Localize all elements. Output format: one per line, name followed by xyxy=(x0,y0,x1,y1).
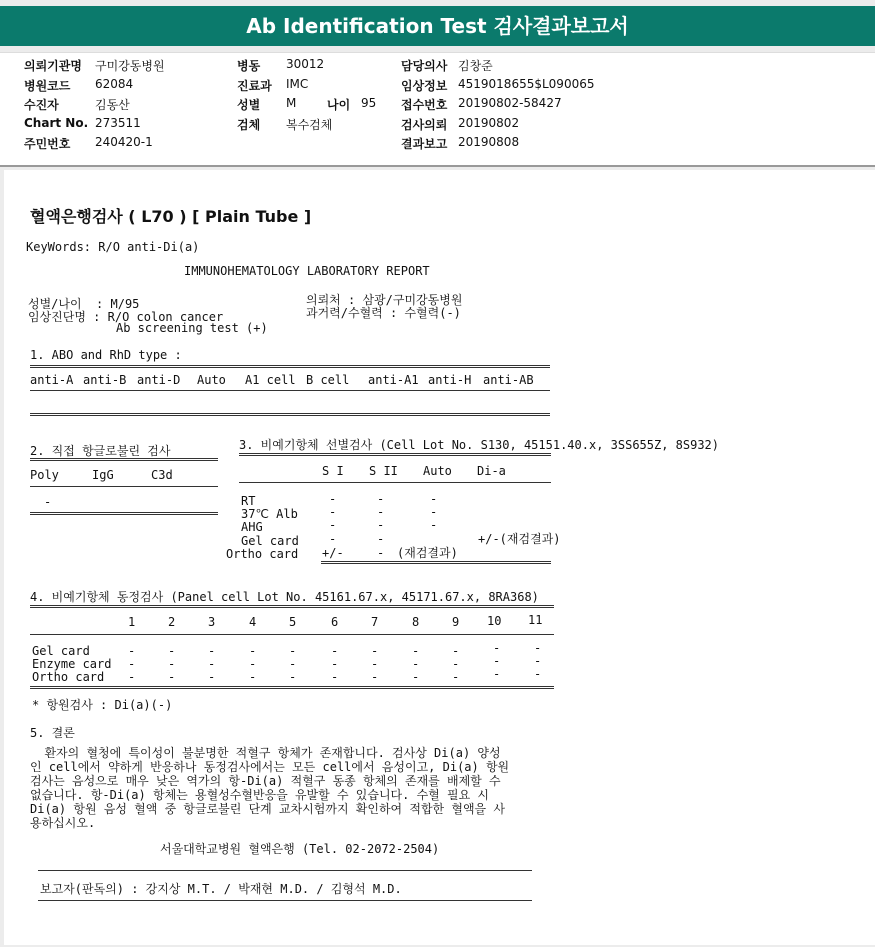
divider xyxy=(30,458,218,461)
label-accession-no: 접수번호 xyxy=(401,98,448,112)
col-c3d: C3d xyxy=(151,468,173,482)
value-clinical-info: 4519018655$L090065 xyxy=(458,77,595,91)
value-hospital-code: 62084 xyxy=(95,77,134,91)
col-11: 11 xyxy=(528,613,543,627)
col-poly: Poly xyxy=(30,468,59,482)
col-igg: IgG xyxy=(92,468,114,482)
divider xyxy=(239,482,551,483)
panel-cell-result: - xyxy=(412,644,420,658)
section1-title: 1. ABO and RhD type : xyxy=(30,348,182,362)
value-request-date: 20190802 xyxy=(458,116,520,130)
value-department: IMC xyxy=(286,77,309,91)
panel-cell-result: - xyxy=(331,644,339,658)
conclusion-line: 인 cell에서 약하게 반응하나 동정검사에서는 모든 cell에서 음성이고, Di(a) 항원 xyxy=(30,760,510,774)
panel-cell-result: - xyxy=(534,641,542,655)
label-report-date: 결과보고 xyxy=(401,137,448,151)
panel-cell-result: - xyxy=(128,657,136,671)
label-requesting-institution: 의뢰기관명 xyxy=(24,59,82,73)
col-10: 10 xyxy=(487,614,502,628)
dia-result: +/-(재검결과) xyxy=(478,532,561,546)
col-anti-a: anti-A xyxy=(30,373,74,387)
panel-cell-result: - xyxy=(168,644,176,658)
ortho-s1: +/- xyxy=(322,546,344,560)
row-ahg: AHG xyxy=(241,520,263,534)
section2-title: 2. 직접 항글로불린 검사 xyxy=(30,444,171,458)
panel-cell-result: - xyxy=(249,657,257,671)
row-ortho-card: Ortho card xyxy=(32,670,105,684)
divider xyxy=(30,365,550,368)
label-chart-no: Chart No. xyxy=(24,116,89,130)
col-anti-ab: anti-AB xyxy=(483,373,534,387)
value-chart-no: 273511 xyxy=(95,116,141,130)
col-7: 7 xyxy=(371,615,379,629)
panel-cell-result: - xyxy=(208,657,216,671)
panel-cell-result: - xyxy=(128,644,136,658)
panel-cell-result: - xyxy=(331,670,339,684)
label-resident-no: 주민번호 xyxy=(24,137,71,151)
divider xyxy=(30,634,554,635)
reporter: 보고자(판독의) : 강지상 M.T. / 박재현 M.D. / 김형석 M.D. xyxy=(40,882,402,896)
divider xyxy=(30,413,550,416)
panel-cell-result: - xyxy=(289,657,297,671)
label-clinical-info: 임상정보 xyxy=(401,79,448,93)
panel-cell-result: - xyxy=(249,670,257,684)
ortho-retest-note: (재검결과) xyxy=(397,546,458,560)
conclusion-line: 용하십시오. xyxy=(30,816,96,830)
panel-cell-result: - xyxy=(371,670,379,684)
label-sex: 성별 xyxy=(237,98,261,112)
diagnosis-note: Ab screening test (+) xyxy=(116,321,268,335)
report-banner xyxy=(0,6,875,46)
value-report-date: 20190808 xyxy=(458,135,520,149)
conclusion-line: 환자의 혈청에 특이성이 불분명한 적혈구 항체가 존재합니다. 검사상 Di(a) 양성 xyxy=(30,746,501,760)
rt-s2: - xyxy=(377,492,385,506)
section5-title: 5. 결론 xyxy=(30,726,75,740)
col-3: 3 xyxy=(208,615,216,629)
col-anti-a1: anti-A1 xyxy=(368,373,419,387)
panel-cell-result: - xyxy=(128,670,136,684)
col-anti-h: anti-H xyxy=(428,373,472,387)
gel-s1: - xyxy=(329,532,337,546)
antigen-test: * 항원검사 : Di(a)(-) xyxy=(32,698,173,712)
transfusion-history: 과거력/수혈력 : 수혈력(-) xyxy=(306,306,461,320)
col-2: 2 xyxy=(168,615,176,629)
col-s1: S I xyxy=(322,464,344,478)
value-physician: 김창준 xyxy=(458,59,493,73)
sex-age: 성별/나이 : M/95 xyxy=(28,297,140,311)
col-9: 9 xyxy=(452,615,460,629)
label-hospital-code: 병원코드 xyxy=(24,79,71,93)
col-auto: Auto xyxy=(423,464,452,478)
panel-cell-result: - xyxy=(371,644,379,658)
row-rt: RT xyxy=(241,494,256,508)
value-patient: 김동산 xyxy=(95,98,130,112)
value-ward: 30012 xyxy=(286,57,325,71)
blood-bank-contact: 서울대학교병원 혈액은행 (Tel. 02-2072-2504) xyxy=(160,842,440,856)
label-specimen: 검체 xyxy=(237,118,261,132)
divider xyxy=(30,686,554,689)
col-s2: S II xyxy=(369,464,398,478)
row-ortho-card: Ortho card xyxy=(226,547,299,561)
panel-cell-result: - xyxy=(371,657,379,671)
panel-cell-result: - xyxy=(412,670,420,684)
label-request-date: 검사의뢰 xyxy=(401,118,448,132)
conclusion-line: Di(a) 항원 음성 혈액 중 항글로불린 단계 교차시험까지 확인하여 적합한 혈액을 사 xyxy=(30,802,505,816)
divider xyxy=(38,870,532,871)
panel-cell-result: - xyxy=(493,641,501,655)
col-anti-d: anti-D xyxy=(137,373,181,387)
diagnosis: 임상진단명 : R/O colon cancer xyxy=(28,310,224,324)
alb-s2: - xyxy=(377,505,385,519)
section3-title: 3. 비예기항체 선별검사 (Cell Lot No. S130, 45151.40.x, 3SS655Z, 8S932) xyxy=(239,438,720,452)
divider xyxy=(321,561,551,564)
alb-s1: - xyxy=(329,505,337,519)
value-accession-no: 20190802-58427 xyxy=(458,96,562,110)
banner-title: Ab Identification Test 검사결과보고서 xyxy=(246,14,629,38)
panel-cell-result: - xyxy=(208,670,216,684)
ahg-auto: - xyxy=(430,518,438,532)
col-di-a: Di-a xyxy=(477,464,506,478)
col-4: 4 xyxy=(249,615,257,629)
label-patient: 수진자 xyxy=(24,98,59,112)
ortho-s2: - xyxy=(377,546,385,560)
panel-cell-result: - xyxy=(289,644,297,658)
ahg-s1: - xyxy=(329,518,337,532)
divider xyxy=(30,605,554,608)
panel-cell-result: - xyxy=(493,654,501,668)
panel-cell-result: - xyxy=(534,667,542,681)
panel-cell-result: - xyxy=(534,654,542,668)
label-ward: 병동 xyxy=(237,59,261,73)
divider xyxy=(30,486,218,487)
divider xyxy=(38,900,532,901)
section4-title: 4. 비예기항체 동정검사 (Panel cell Lot No. 45161.67.x, 45171.67.x, 8RA368) xyxy=(30,590,539,604)
rt-s1: - xyxy=(329,492,337,506)
keywords: KeyWords: R/O anti-Di(a) xyxy=(26,240,200,254)
rt-auto: - xyxy=(430,492,438,506)
alb-auto: - xyxy=(430,505,438,519)
ahg-s2: - xyxy=(377,518,385,532)
conclusion-line: 없습니다. 항-Di(a) 항체는 용혈성수혈반응을 유발할 수 있습니다. 수혈 필요 시 xyxy=(30,788,489,802)
panel-cell-result: - xyxy=(331,657,339,671)
label-physician: 담당의사 xyxy=(401,59,448,73)
dat-poly-result: - xyxy=(44,495,52,509)
patient-header xyxy=(0,52,875,167)
lab-title: IMMUNOHEMATOLOGY LABORATORY REPORT xyxy=(184,264,430,278)
col-anti-b: anti-B xyxy=(83,373,127,387)
panel-cell-result: - xyxy=(452,657,460,671)
conclusion-line: 검사는 음성으로 매우 낮은 역가의 항-Di(a) 적혈구 동종 항체의 존재를 배제할 수 xyxy=(30,774,501,788)
gel-s2: - xyxy=(377,532,385,546)
col-6: 6 xyxy=(331,615,339,629)
value-age: 95 xyxy=(361,96,377,110)
col-1: 1 xyxy=(128,615,136,629)
row-37c-alb: 37℃ Alb xyxy=(241,507,298,521)
divider xyxy=(30,390,550,391)
col-8: 8 xyxy=(412,615,420,629)
row-enzyme-card: Enzyme card xyxy=(32,657,112,671)
value-sex: M xyxy=(286,96,297,110)
requesting-site: 의뢰처 : 삼광/구미강동병원 xyxy=(306,293,463,307)
divider xyxy=(239,453,551,456)
value-requesting-institution: 구미강동병원 xyxy=(95,59,165,73)
divider xyxy=(30,512,218,515)
value-resident-no: 240420-1 xyxy=(95,135,153,149)
panel-cell-result: - xyxy=(168,657,176,671)
panel-cell-result: - xyxy=(208,644,216,658)
panel-cell-result: - xyxy=(249,644,257,658)
panel-cell-result: - xyxy=(168,670,176,684)
panel-cell-result: - xyxy=(289,670,297,684)
label-age: 나이 xyxy=(327,98,351,112)
label-department: 진료과 xyxy=(237,79,272,93)
panel-cell-result: - xyxy=(452,670,460,684)
col-auto: Auto xyxy=(197,373,226,387)
scanned-report xyxy=(4,170,875,945)
panel-cell-result: - xyxy=(493,667,501,681)
value-specimen: 복수검체 xyxy=(286,118,333,132)
panel-cell-result: - xyxy=(412,657,420,671)
col-b-cell: B cell xyxy=(306,373,350,387)
report-heading: 혈액은행검사 ( L70 ) [ Plain Tube ] xyxy=(30,207,312,226)
col-5: 5 xyxy=(289,615,297,629)
col-a1-cell: A1 cell xyxy=(245,373,296,387)
panel-cell-result: - xyxy=(452,644,460,658)
row-gel-card: Gel card xyxy=(32,644,90,658)
row-gel-card: Gel card xyxy=(241,534,299,548)
